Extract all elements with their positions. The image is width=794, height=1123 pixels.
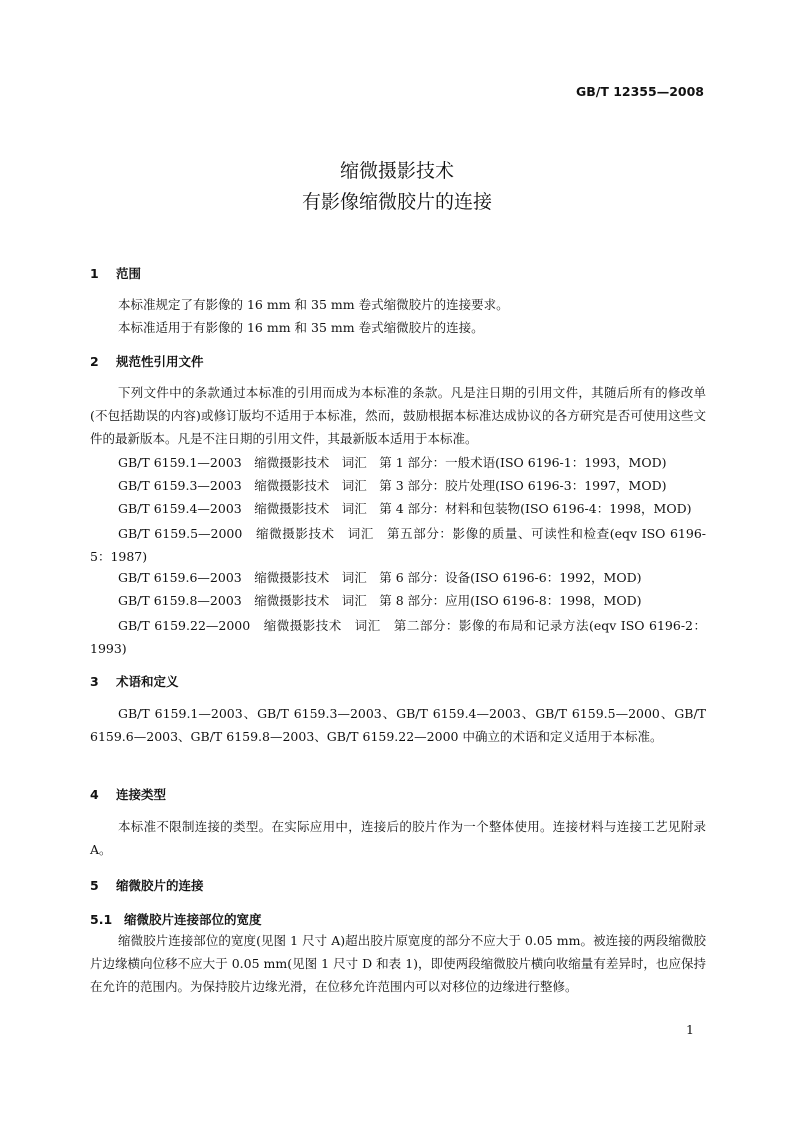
section-title: 术语和定义 [116,674,179,689]
section-5-1-para: 缩微胶片连接部位的宽度(见图 1 尺寸 A)超出胶片原宽度的部分不应大于 0.05 mm。被连接的两段缩微胶片边缘横向位移不应大于 0.05 mm(见图 1 尺寸 D 和表 1)，即使两段缩微胶片横向收缩量有差异时，也应保持在允许的范围内。为保持胶片边缘光滑，在位移允许范围内可以对移位的边缘进行整修。 [90,933,706,994]
reference-item: GB/T 6159.5—2000 缩微摄影技术 词汇 第五部分：影像的质量、可读性和检查(eqv ISO 6196-5：1987) [90,526,706,564]
section-number: 1 [90,266,99,281]
reference-item: GB/T 6159.3—2003 缩微摄影技术 词汇 第 3 部分：胶片处理(ISO 6196-3：1997，MOD) [118,478,667,493]
section-number: 3 [90,674,99,689]
subsection-title: 缩微胶片连接部位的宽度 [124,912,262,927]
reference-item: GB/T 6159.22—2000 缩微摄影技术 词汇 第二部分：影像的布局和记录方法(eqv ISO 6196-2：1993) [90,618,706,656]
section-1-para-1: 本标准规定了有影像的 16 mm 和 35 mm 卷式缩微胶片的连接要求。 [118,297,509,312]
section-1-para-2: 本标准适用于有影像的 16 mm 和 35 mm 卷式缩微胶片的连接。 [118,320,484,335]
section-3-heading [90,672,179,690]
reference-item: GB/T 6159.1—2003 缩微摄影技术 词汇 第 1 部分：一般术语(ISO 6196-1：1993，MOD) [118,455,667,470]
page-number: 1 [686,1022,694,1037]
section-title: 规范性引用文件 [116,354,204,369]
reference-item: GB/T 6159.4—2003 缩微摄影技术 词汇 第 4 部分：材料和包装物(ISO 6196-4：1998，MOD) [118,501,692,516]
section-5-heading [90,876,204,894]
section-title: 缩微胶片的连接 [116,878,204,893]
document-title-line2: 有影像缩微胶片的连接 [301,191,492,213]
section-number: 2 [90,354,99,369]
section-2-intro: 下列文件中的条款通过本标准的引用而成为本标准的条款。凡是注日期的引用文件，其随后所有的修改单(不包括勘误的内容)或修订版均不适用于本标准，然而，鼓励根据本标准达成协议的各方研究是否可使用这些文件的最新版本。凡是不注日期的引用文件，其最新版本适用于本标准。 [90,385,706,446]
section-1-heading [90,264,141,282]
section-title: 连接类型 [116,787,167,802]
section-3-para: GB/T 6159.1—2003、GB/T 6159.3—2003、GB/T 6159.4—2003、GB/T 6159.5—2000、GB/T 6159.6—2003、GB/T 6159.8—2003、GB/T 6159.22—2000 中确立的术语和定义适用于本标准。 [90,706,706,744]
subsection-number: 5.1 [90,912,113,927]
section-number: 4 [90,787,99,802]
section-2-heading [90,352,204,370]
reference-item: GB/T 6159.6—2003 缩微摄影技术 词汇 第 6 部分：设备(ISO 6196-6：1992，MOD) [118,570,642,585]
section-number: 5 [90,878,99,893]
standard-number: GB/T 12355—2008 [575,84,704,99]
section-4-para: 本标准不限制连接的类型。在实际应用中，连接后的胶片作为一个整体使用。连接材料与连接工艺见附录 A。 [90,819,706,857]
document-title-line1: 缩微摄影技术 [339,160,454,182]
reference-item: GB/T 6159.8—2003 缩微摄影技术 词汇 第 8 部分：应用(ISO 6196-8：1998，MOD) [118,593,642,608]
section-5-1-heading [90,910,262,928]
section-4-heading [90,785,166,803]
section-title: 范围 [116,266,142,281]
